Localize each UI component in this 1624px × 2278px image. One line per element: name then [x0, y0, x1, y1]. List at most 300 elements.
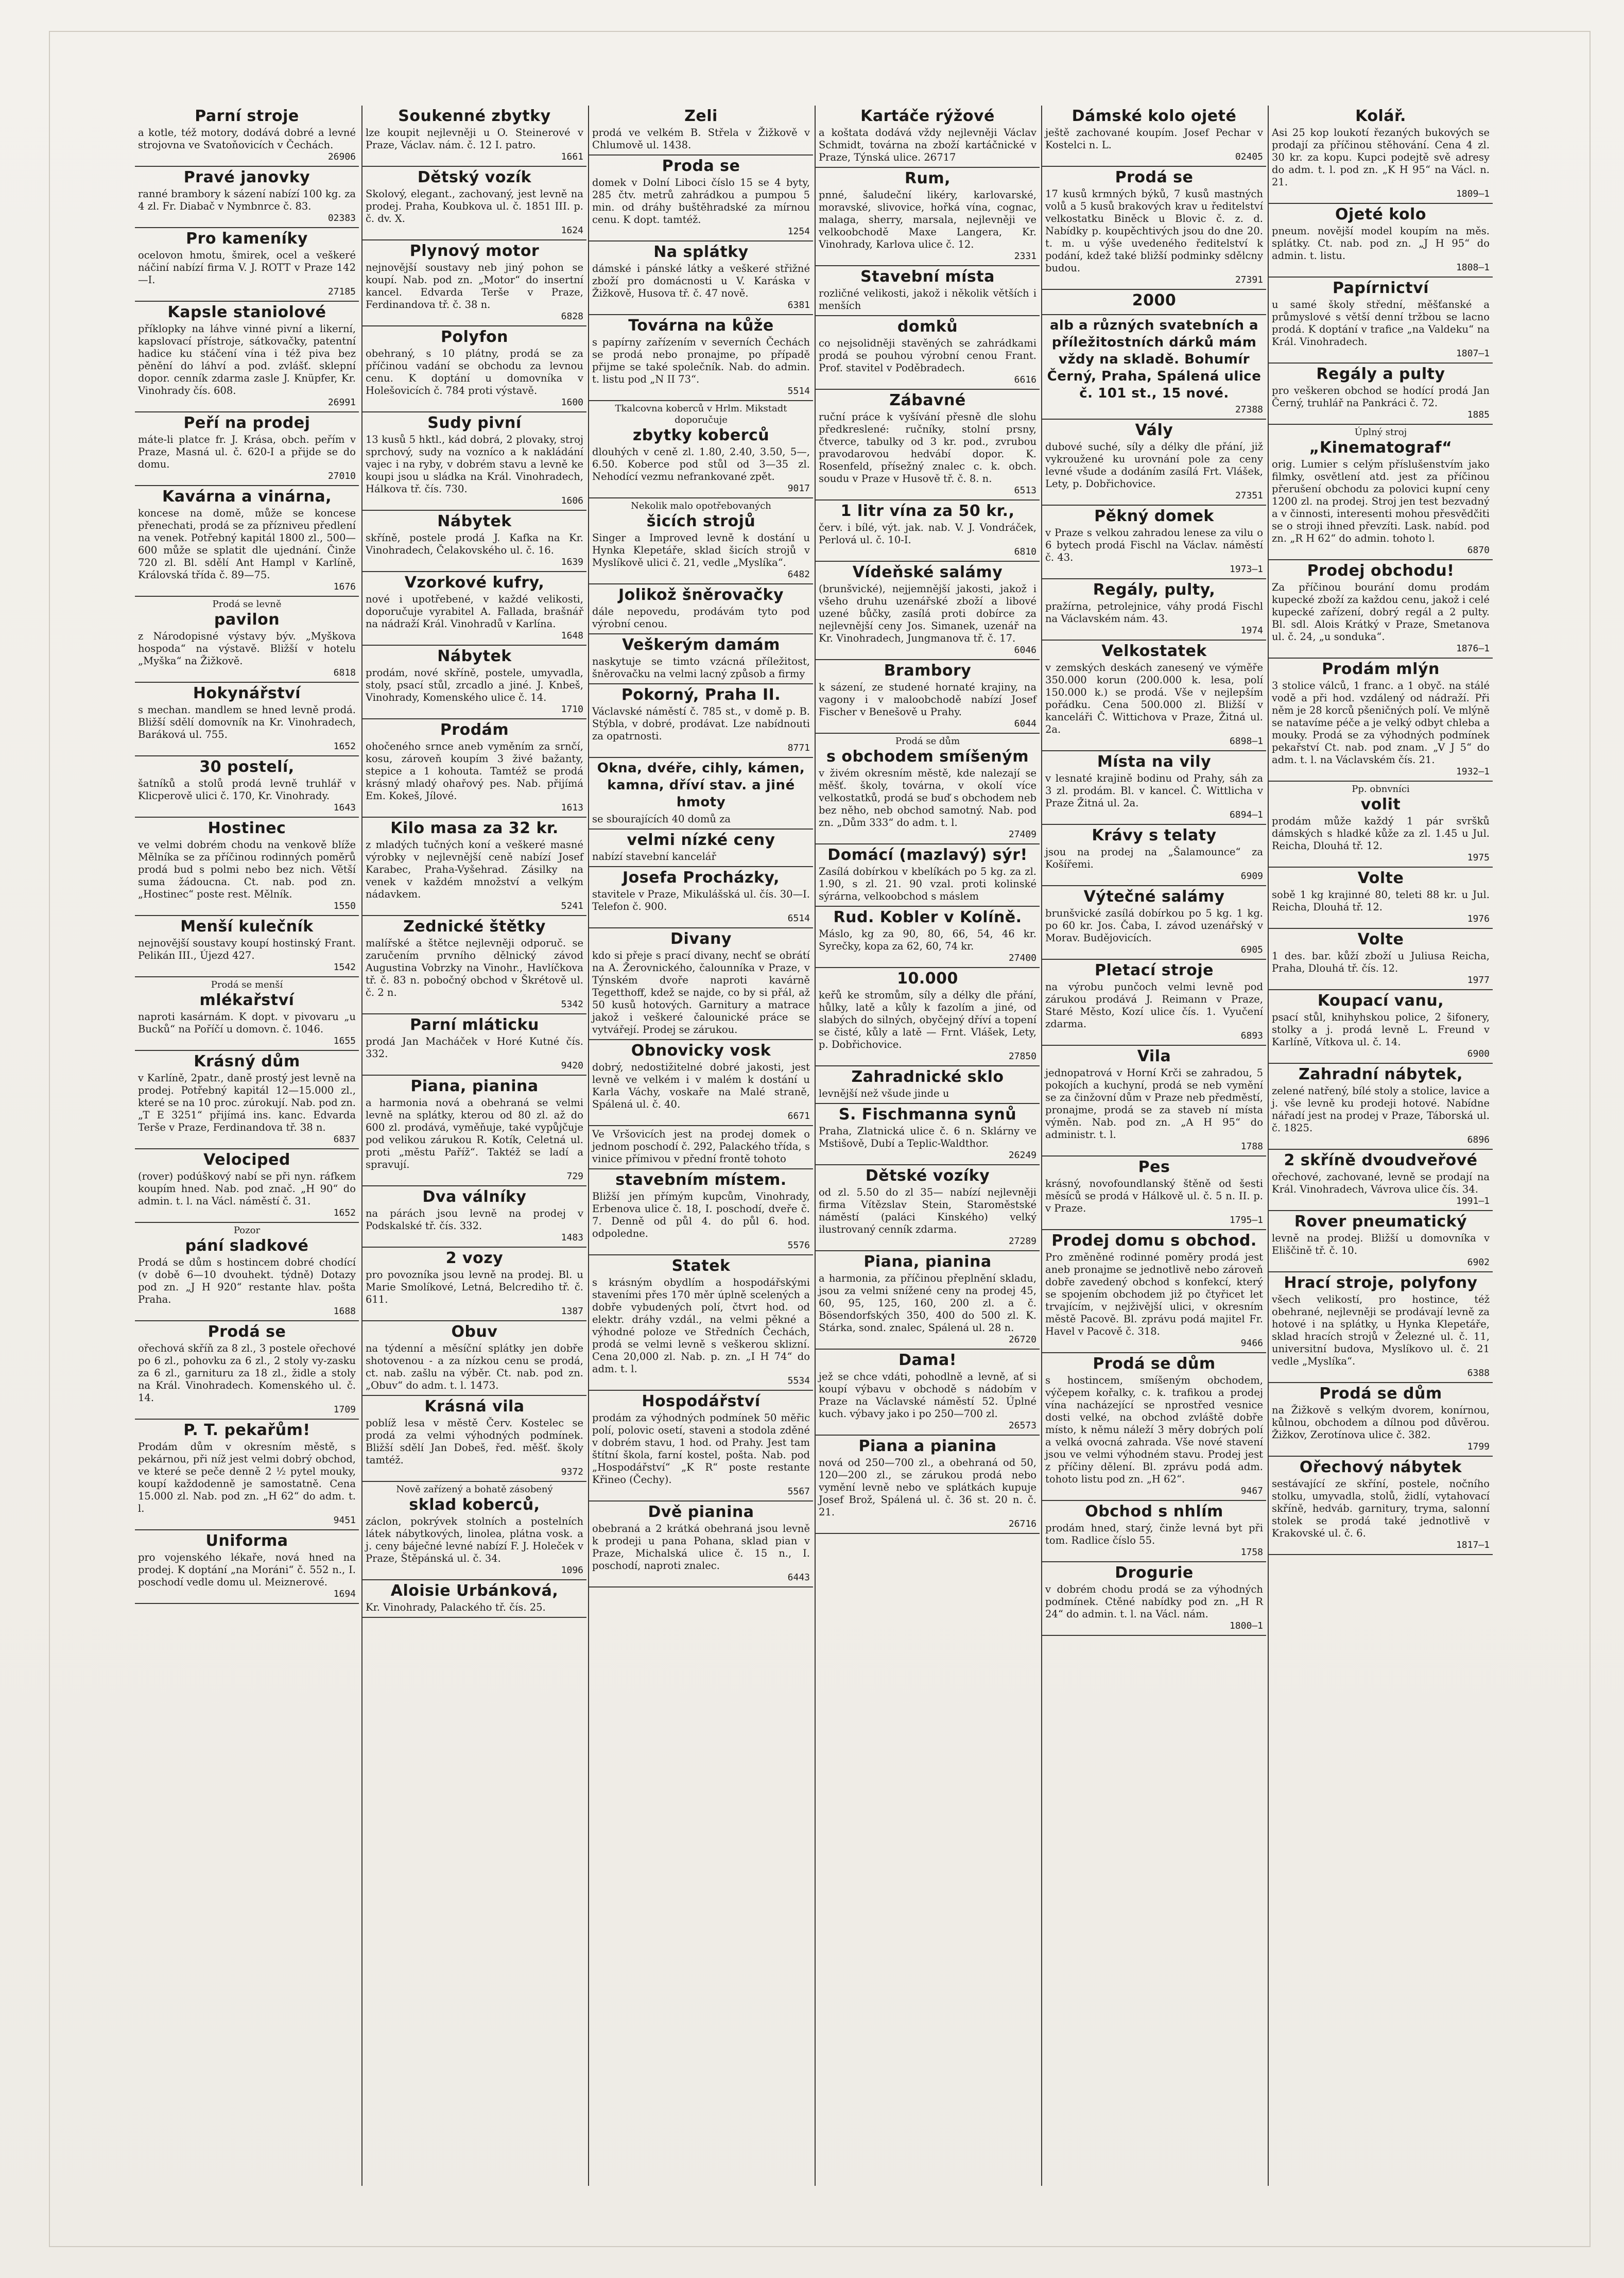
ad-text: z Národopisné výstavy býv. „Myškova hospoda“ na výstavě. Bližší v hotelu „Myška“ na Žižkově.: [138, 630, 356, 667]
ad-title: mlékařství: [199, 991, 295, 1009]
ad-title: Obchod s nhlím: [1085, 1503, 1223, 1521]
ad-kicker: Pp. obnvníci: [1352, 784, 1410, 795]
ad-title: Hokynářství: [193, 684, 301, 702]
classified-ad: [589, 584, 813, 634]
ad-text: nabízí stavební kancelář: [592, 851, 716, 862]
ad-title: Aloisie Urbánková,: [390, 1582, 559, 1600]
ad-title: Prodám: [440, 721, 509, 739]
ad-number: 1809—1: [1456, 188, 1490, 199]
ad-title: Polyfon: [441, 328, 508, 346]
ad-text: (rover) podúškový nabí se při nyn. ráfkem koupím hned. Nab. pod znač. „H 90“ do admin. t. l. na Václ. náměstí č. 31.: [138, 1170, 356, 1207]
classified-ad: [1269, 106, 1493, 204]
classified-ad: [135, 486, 359, 597]
ad-title: Krásná vila: [424, 1397, 525, 1416]
ad-title: Okna, dvéře, cihly, kámen, kamna, dříví stav. a jiné hmoty: [597, 761, 805, 810]
ad-number: 26573: [1008, 1420, 1036, 1431]
classified-ad: [135, 916, 359, 977]
ad-text: ranné brambory k sázení nabízí 100 kg. za 4 zl. Fr. Diabač v Nymbnrce č. 83.: [138, 188, 356, 212]
classified-ad: [362, 1014, 586, 1076]
ad-text: a harmonia nová a obehraná se velmi levně na splátky, kterou od 80 zl. až do 600 zl. prodává, vyměňuje, také vypůjčuje pod velikou zárukou R. Kotík, Celetná ul. proti „městu Paříž“. Taktéž se ladí a spravují.: [366, 1097, 583, 1170]
ad-title: Prodám mlýn: [1322, 660, 1440, 678]
ad-number: 5514: [787, 386, 810, 396]
ad-title: Místa na vily: [1097, 753, 1212, 771]
ad-title: volit: [1360, 796, 1401, 814]
ad-kicker: Nekolik malo opotřebovaných: [631, 501, 771, 511]
ad-title: Volte: [1357, 869, 1404, 887]
ad-number: 27010: [327, 471, 356, 481]
ad-title: Regály, pulty,: [1093, 581, 1216, 599]
ad-column: [815, 106, 1040, 2186]
classified-ad: [816, 316, 1040, 390]
ad-text: Skolový, elegant., zachovaný, jest levně na prodej. Praha, Koubkova ul. č. 1851 III. p. č. dv. X.: [366, 188, 583, 225]
ad-text: k sázení, ze studené hornaté krajiny, na vagony i v maloobchodě nabízí Josef Fischer v Benešově u Prahy.: [819, 681, 1036, 718]
classified-ad: [816, 1165, 1040, 1251]
ad-text: v živém okresním městě, kde nalezají se měšť. školy, továrna, v okolí více velkostatků, prodá se buď s obchodem neb bez něho, neb obchod samotný. Nab. pod zn. „Dům 333“ do adm. t. l.: [819, 767, 1036, 829]
ad-title: pání sladkové: [185, 1237, 309, 1255]
ad-title: Stavební místa: [860, 268, 995, 286]
ad-number: 6443: [787, 1572, 810, 1583]
ad-text: Praha, Zlatnická ulice č. 6 n. Sklárny ve Mstišově, Dubí a Teplic-Waldthor.: [819, 1125, 1036, 1149]
ad-number: 6828: [561, 311, 583, 322]
classified-ad: [1269, 1457, 1493, 1555]
classified-ad: [1042, 420, 1266, 506]
ad-number: 1613: [561, 802, 583, 813]
ad-title: Pro kameníky: [186, 230, 308, 248]
classified-ad: [1042, 960, 1266, 1046]
ad-text: jednopatrová v Horní Krči se zahradou, 5 pokojích a kuchyní, prodá se neb vymění se za činžovní dům v Praze neb předměstí, pronajme, prodá se za staveb ní místa výměn. Nab. pod zn. „A H 95“ do administr. t. l.: [1045, 1067, 1263, 1141]
classified-ad: [589, 315, 813, 401]
ad-text: pnné, šaludeční likéry, karlovarské, moravské, slivovice, hořká vína, cognac, malaga, sherry, marsala, nejlevněji ve velkoobchodě Maxe Langera, Kr. Vinohrady, Karlova ulice č. 12.: [819, 189, 1036, 250]
classified-ad: [1269, 278, 1493, 364]
ad-text: obebraná a 2 krátká obehraná jsou levně k prodeji u pana Pohana, sklad pian v Praze, Michalská ulice č. 15 n., I. poschodí, naproti znalec.: [592, 1523, 810, 1572]
ad-number: 1973—1: [1229, 564, 1263, 575]
classified-ad: [589, 106, 813, 156]
classified-ad: [362, 916, 586, 1014]
ad-title: Pěkný domek: [1094, 507, 1214, 525]
ad-title: Prodá se dům: [1319, 1385, 1442, 1403]
ad-text: Prodám dům v okresním městě, s pekárnou, při níž jest velmi dobrý obchod, ve které se peče denně 2 ½ pytel mouky, koupí každodenně je samostatně. Cena 15.000 zl. Nab. pod zn. „H 62“ do adm. t. l.: [138, 1441, 356, 1514]
ad-title: Dvě pianina: [648, 1503, 754, 1521]
classified-ad: [816, 168, 1040, 266]
ad-text: keřů ke stromům, síly a délky dle přání, hůlky, latě a kůly k fazolím a jiné, od slabých do silných, obyčejný dříví a topení se čisté, kůly a latě — Frnt. Vlášek, Lety, p. Dobřichovice.: [819, 989, 1036, 1050]
ad-text: pro veškeren obchod se hodící prodá Jan Černý, truhlář na Pankráci č. 72.: [1272, 385, 1490, 409]
classified-ad: [816, 501, 1040, 562]
ad-number: 27409: [1008, 829, 1036, 840]
ad-number: 1676: [333, 581, 356, 592]
ad-text: Bližší jen přímým kupcům, Vinohrady, Erbenova ulice č. 18, I. poschodí, dveře č. 7. Denně od půl 4. do půl 6. hod. odpoledne.: [592, 1190, 810, 1239]
ad-column: [361, 106, 586, 2186]
classified-ad: [135, 412, 359, 486]
ad-text: dámské i pánské látky a veškeré střižné zboží pro domácnosti u V. Karáska v Žižkově, Husova tř. č. 47 nově.: [592, 263, 810, 299]
ad-text: Ve Vršovicích jest na prodej domek o jednom poschodí č. 292, Palackého třída, s vinice přímivou v přední frontě tohoto: [592, 1128, 810, 1165]
ad-title: Volte: [1357, 930, 1404, 948]
ad-text: a harmonia, za příčinou přeplnění skladu, jsou za velmi snížené ceny na prodej 45, 60, 95, 125, 160, 200 zl. a č. Bösendorfských 350, 400 do 500 zl. K. Stárka, sond. znalec, Spálená ul. 28 n.: [819, 1272, 1036, 1334]
ad-number: 1694: [333, 1589, 356, 1599]
ad-text: psací stůl, knihyhskou police, 2 šifonery, stolky a j. prodá levně L. Freund v Karlíně, Vítkova ul. č. 14.: [1272, 1011, 1490, 1048]
ad-title: Zednické štětky: [403, 918, 546, 936]
classified-ad: [362, 1396, 586, 1482]
classified-ad: [1042, 1157, 1266, 1230]
classified-ad: [362, 412, 586, 511]
ad-number: 1758: [1240, 1547, 1263, 1558]
classified-ad: [816, 1436, 1040, 1534]
classified-ad: [589, 758, 813, 830]
ad-kicker: Tkalcovna koberců v Hrlm. Mikstadt doporučuje: [615, 403, 787, 425]
classified-ad: [1269, 929, 1493, 990]
ad-text: u samé školy střední, měšťanské a průmyslové s větší denní tržbou se lacno prodá. K doptání v trafice „na Valdeku“ na Král. Vinohradech.: [1272, 299, 1490, 348]
classified-ad: [1269, 425, 1493, 560]
classified-ad: [362, 167, 586, 240]
classified-ad: [589, 830, 813, 867]
ad-text: pražírna, petrolejnice, váhy prodá Fischl na Václavském nám. 43.: [1045, 600, 1263, 625]
classified-ad: [1042, 886, 1266, 960]
ad-number: 27388: [1235, 404, 1263, 415]
classified-ad: [589, 1502, 813, 1587]
ad-title: Kapsle staniolové: [167, 303, 326, 321]
ad-title: Peří na prodej: [183, 414, 310, 432]
ad-title: Piana, pianina: [863, 1253, 992, 1271]
ad-title: Pletací stroje: [1095, 961, 1214, 979]
classified-ad: [362, 1321, 586, 1396]
ad-text: naproti kasárnám. K dopt. v pivovaru „u Bucků“ na Poříčí u domovn. č. 1046.: [138, 1011, 356, 1035]
ad-title: 2 vozy: [445, 1249, 504, 1267]
classified-ad: [816, 660, 1040, 734]
classified-ad: [362, 511, 586, 572]
classified-ad: [135, 106, 359, 167]
ad-number: 6482: [787, 569, 810, 580]
ad-number: 9420: [561, 1060, 583, 1071]
ad-text: s papírny zařízením v severních Čechách se prodá nebo pronajme, po případě přijme se také společník. Nab. do admin. t. listu pod „N II 73“.: [592, 336, 810, 385]
ad-number: 1974: [1240, 625, 1263, 636]
classified-ad: [135, 597, 359, 683]
classified-ad: [816, 390, 1040, 501]
classified-ads-page: [135, 106, 1618, 2186]
ad-text: Kr. Vinohrady, Palackého tř. čís. 25.: [366, 1601, 546, 1613]
classified-ad: [1042, 1501, 1266, 1562]
ad-text: sestávající ze skříní, postele, nočního stolku, umyvadla, stolů, židlí, vytahovací skříně, hedváb. garnitury, tryma, salonní stolek se prodá také jednotlivě v Krakovské ul. č. 6.: [1272, 1478, 1490, 1539]
ad-text: ořechová skříň za 8 zl., 3 postele ořechové po 6 zl., pohovku za 6 zl., 2 stoly vy-zasku za 6 zl., garnituru za 18 zl., židle a stoly na Král. Vinohradech. Komenského ul. č. 14.: [138, 1342, 356, 1404]
ad-number: 6514: [787, 913, 810, 924]
ad-number: 6046: [1014, 645, 1036, 655]
classified-ad: [135, 756, 359, 818]
ad-title: Velociped: [203, 1151, 290, 1169]
ad-number: 1808—1: [1456, 262, 1490, 273]
ad-number: 27289: [1008, 1236, 1036, 1247]
ad-text: na týdenní a měsíční splátky jen dobře shotovenou - a za nízkou cenu se prodá, ct. nab. zašlu na výběr. Ct. nab. pod zn. „Obuv“ do adm. t. l. 1473.: [366, 1342, 583, 1391]
classified-ad: [816, 1104, 1040, 1165]
ad-title: Dama!: [899, 1351, 957, 1369]
ad-text: Singer a Improved levně k dostání u Hynka Klepetáře, sklad šicích strojů v Myslíkově ulici č. 21, vedle „Myslíka“.: [592, 532, 810, 568]
ad-title: Zeli: [684, 107, 718, 125]
ad-text: dubové suché, síly a délky dle přání, již vykroužené ku urovnání pole za ceny levné všude a dodáním zasílá Frt. Vlášek, Lety, p. Dobřichovice.: [1045, 441, 1263, 490]
ad-number: 1600: [561, 397, 583, 408]
ad-column: [135, 106, 359, 2186]
ad-title: Hrací stroje, polyfony: [1284, 1274, 1478, 1292]
ad-title: Továrna na kůže: [628, 317, 774, 335]
ad-text: pneum. novější model koupím na měs. splátky. Ct. nab. pod zn. „J H 95“ do admin. t. listu.: [1272, 225, 1490, 262]
ad-number: 6870: [1467, 545, 1490, 556]
classified-ad: [1042, 167, 1266, 290]
classified-ad: [135, 977, 359, 1051]
ad-text: v zemských deskách zanesený ve výměře 350.000 korun (200.000 k. lesa, polí 150.000 k.) se prodá. Vše v nejlepším pořádku. Cena 500.000 zl. Bližší v kanceláři Č. Wittichova v Praze, Žitná ul. 2a.: [1045, 662, 1263, 735]
ad-text: zelené natřený, bílé stoly a stolice, lavice a j. vše levně ku prodeji hotové. Nabídne nářadí jest na prodej v Praze, Táborská ul. č. 1825.: [1272, 1085, 1490, 1134]
ad-number: 5534: [787, 1375, 810, 1386]
ad-column: [588, 106, 813, 2186]
ad-number: 1652: [333, 1207, 356, 1218]
ad-title: Prodá se dům: [1093, 1355, 1216, 1373]
ad-title: Dva válníky: [422, 1188, 527, 1206]
classified-ad: [362, 1482, 586, 1580]
ad-number: 1800—1: [1229, 1620, 1263, 1631]
ad-text: s mechan. mandlem se hned levně prodá. Bližší sdělí domovník na Kr. Vinohradech, Baráková ul. 755.: [138, 704, 356, 740]
ad-text: s hostincem, smíšeným obchodem, výčepem kořalky, c. k. trafikou a prodej vína nacházející se nprostřed vesnice dosti velké, na obchod zvláště dobře místo, k němu náleží 3 měry dobrých polí a velká ovocná zahrada. Vše nové stavení jsou ve velmi výhodném stavu. Prodej jest z příčiny dělení. Bl. zprávu podá adm. tohoto listu pod zn. „H 62“.: [1045, 1374, 1263, 1485]
ad-number: 1991—1: [1456, 1196, 1490, 1206]
ad-text: s krásným obydlím a hospodářskými staveními přes 170 měr úplně scelených a dobře vybudených polí, čtvrt hod. od elektr. dráhy vzdál., na velmi pěkné a výhodné poloze ve Středních Čechách, prodá se velmi levně s veškerou sklizní. Cena 20,000 zl. Nab. p. zn. „I H 74“ do adm. t. l.: [592, 1276, 810, 1375]
classified-ad: [589, 1391, 813, 1502]
ad-number: 1799: [1467, 1441, 1490, 1452]
ad-text: nejnovější soustavy neb jiný pohon se koupí. Nab. pod zn. „Motor“ do insertní kancel. Edvarda Terše v Praze, Ferdinandova tř. č. 38 n.: [366, 262, 583, 310]
ad-number: 6905: [1240, 944, 1263, 955]
ad-number: 1876—1: [1456, 643, 1490, 654]
ad-title: Piana a pianina: [858, 1437, 997, 1455]
ad-title: Josefa Procházky,: [622, 869, 780, 887]
ad-text: na párách jsou levně na prodej v Podskalské tř. čís. 332.: [366, 1207, 583, 1232]
classified-ad: [589, 928, 813, 1040]
ad-text: prodá Jan Macháček v Horé Kutné čís. 332.: [366, 1036, 583, 1060]
classified-ad: [135, 1149, 359, 1223]
ad-number: 27850: [1008, 1051, 1036, 1062]
ad-number: 27400: [1008, 953, 1036, 963]
ad-number: 9451: [333, 1515, 356, 1526]
ad-number: 1709: [333, 1404, 356, 1415]
ad-number: 9017: [787, 483, 810, 494]
classified-ad: [1042, 1562, 1266, 1636]
classified-ad: [1269, 364, 1493, 425]
ad-title: šicích strojů: [646, 512, 756, 530]
ad-title: Krásný dům: [194, 1052, 300, 1071]
ad-text: lze koupit nejlevněji u O. Steinerové v Praze, Václav. nám. č. 12 I. patro.: [366, 127, 583, 151]
ad-title: Brambory: [884, 662, 972, 680]
ad-title: Rover pneumatický: [1294, 1213, 1467, 1231]
ad-title: Parní mláticku: [410, 1016, 539, 1034]
classified-ad: [362, 240, 586, 326]
classified-ad: [1042, 825, 1266, 886]
ad-text: v dobrém chodu prodá se za výhodných podmínek. Ctěné nabídky pod zn. „H R 24“ do admin. t. l. na Václ. nám.: [1045, 1583, 1263, 1620]
ad-text: červ. i bílé, výt. jak. nab. V. J. Vondráček, Perlová ul. č. 10-I.: [819, 522, 1036, 546]
ad-text: máte-li platce fr. J. Krása, obch. peřím v Praze, Masná ul. č. 620-I a přijde se do domu.: [138, 434, 356, 470]
classified-ad: [135, 228, 359, 302]
ad-number: 6902: [1467, 1257, 1490, 1268]
ad-title: 2 skříně dvoudveřové: [1284, 1151, 1478, 1169]
ad-number: 729: [566, 1171, 583, 1182]
ad-number: 6900: [1467, 1048, 1490, 1059]
ad-title: Prodá se: [1115, 168, 1194, 186]
ad-text: nejnovější soustavy koupí hostinský Frant. Pelikán III., Újezd 427.: [138, 937, 356, 961]
ad-title: Proda se: [662, 157, 740, 175]
ad-text: dále nepovedu, prodávám tyto pod výrobní cenou.: [592, 606, 810, 630]
classified-ad: [1042, 751, 1266, 825]
classified-ad: [816, 1350, 1040, 1436]
ad-title: Sudy pivní: [427, 414, 522, 432]
ad-title: Kavárna a vinárna,: [162, 488, 332, 506]
ad-text: pro povozníka jsou levně na prodej. Bl. u Marie Smolíkové, Letná, Belcrediho tř. č. 611.: [366, 1269, 583, 1305]
ad-title: Pokorný, Praha II.: [621, 686, 781, 704]
classified-ad: [1042, 315, 1266, 420]
classified-ad: [589, 1255, 813, 1391]
ad-number: 26716: [1008, 1518, 1036, 1529]
classified-ad: [589, 156, 813, 241]
ad-number: 1643: [333, 802, 356, 813]
classified-ad: [589, 498, 813, 584]
ad-text: krásný, novofoundlanský štěně od šesti měsíců se prodá v Hálkově ul. č. 5 n. II. p. v Praze.: [1045, 1178, 1263, 1214]
ad-title: sklad koberců,: [409, 1496, 540, 1514]
ad-text: Pro změněné rodinné poměry prodá jest aneb pronajme se jednotlivě nebo zároveň dobře zavedený obchod s konfekcí, který se spojením obchodem již po čtyřicet let trvajícím, v nejživější ulici, v okresním městě Pacově. Bl. zprávu podá majitel Fr. Havel v Pacově č. 318.: [1045, 1251, 1263, 1337]
ad-number: 5342: [561, 999, 583, 1010]
ad-number: 6896: [1467, 1134, 1490, 1145]
ad-text: brunšvické zasílá dobírkou po 5 kg. 1 kg. po 60 kr. Jos. Čaba, I. závod uzenářský v Morav. Budějovicích.: [1045, 907, 1263, 944]
classified-ad: [362, 646, 586, 719]
ad-title: stavebním místem.: [615, 1171, 787, 1189]
classified-ad: [362, 1186, 586, 1248]
ad-text: orig. Lumier s celým příslušenstvím jako filmky, osvětlení atd. jest za příčinou přerušení obchodu za polovici kupní ceny 1200 zl. na prodej. Stroj jen test bezvadný a v činnosti, interesenti mohou přesvědčiti se o stroji ihned převzíti. Lask. nabíd. pod zn. „R H 62“ do admin. tohoto l.: [1272, 458, 1490, 544]
classified-ad: [135, 1530, 359, 1604]
ad-title: Rum,: [904, 169, 951, 187]
ad-number: 6381: [787, 300, 810, 310]
ad-title: Plynový motor: [409, 242, 540, 260]
classified-ad: [135, 302, 359, 412]
ad-text: Václavské náměstí č. 785 st., v domě p. B. Stýbla, v dobré, prodávat. Lze nabídnouti za opatrnosti.: [592, 705, 810, 742]
classified-ad: [135, 818, 359, 916]
classified-ad: [1269, 990, 1493, 1064]
classified-ad: [135, 1223, 359, 1321]
ad-text: dlouhých v ceně zl. 1.80, 2.40, 3.50, 5—, 6.50. Koberce pod stůl od 3—35 zl. Nehodící vezmu nefrankované zpět.: [592, 446, 810, 482]
classified-ad: [816, 844, 1040, 907]
ad-number: 6671: [787, 1111, 810, 1121]
ad-text: prodám hned, starý, činže levná byt při tom. Radlice číslo 55.: [1045, 1522, 1263, 1546]
ad-title: Pravé janovky: [183, 168, 310, 186]
ad-text: jsou na prodej na „Šalamounce“ za Košířemi.: [1045, 846, 1263, 870]
classified-ad: [135, 683, 359, 756]
ad-title: Výtečné salámy: [1083, 888, 1225, 906]
ad-number: 1387: [561, 1306, 583, 1317]
ad-title: Kilo masa za 32 kr.: [390, 819, 559, 837]
ad-title: Vídeňské salámy: [852, 563, 1003, 581]
ad-kicker: Prodá se dům: [895, 736, 960, 747]
ad-text: příklopky na láhve vinné pivní a likerní, kapslovací přístroje, sátkovačky, patentní hadice ku stáčení vína i též piva bez pěnění do láhví a pod. zvlášť. sklepní dopor. cenník zdarma zasle J. Knüpfer, Kr. Vinohrady čís. 608.: [138, 323, 356, 396]
ad-title: velmi nízké ceny: [627, 831, 775, 849]
classified-ad: [1042, 1046, 1266, 1157]
ad-title: Uniforma: [205, 1532, 288, 1550]
classified-ad: [1269, 868, 1493, 929]
ad-number: 1932—1: [1456, 766, 1490, 777]
ad-number: 27391: [1235, 274, 1263, 285]
classified-ad: [362, 1076, 586, 1186]
ad-text: domek v Dolní Liboci číslo 15 se 4 byty, 285 čtv. metrů zahrádkou a pumpou 5 min. od dráhy buštěhradské za mírnou cenu. K dopt. tamtéž.: [592, 177, 810, 226]
classified-ad: [589, 684, 813, 758]
classified-ad: [816, 562, 1040, 660]
ad-number: 1648: [561, 630, 583, 641]
ad-title: Obnovicky vosk: [631, 1042, 771, 1060]
classified-ad: [1042, 579, 1266, 641]
ad-title: s obchodem smíšeným: [826, 748, 1029, 766]
ad-text: stavitele v Praze, Mikulášská ul. čís. 30—I. Telefon č. 900.: [592, 888, 810, 912]
ad-text: nová od 250—700 zl., a obehraná od 50, 120—200 zl., se zárukou prodá nebo vymění levně nebo ve splátkách kupuje Josef Brož, Spálená ul. č. 36 st. 20 n. č. 21.: [819, 1457, 1036, 1518]
ad-title: Zahradní nábytek,: [1298, 1065, 1463, 1083]
ad-text: levně na prodej. Bližší u domovníka v Eliščině tř. č. 10.: [1272, 1232, 1490, 1256]
ad-title: Dětské vozíky: [865, 1167, 990, 1185]
ad-title: P. T. pekařům!: [183, 1421, 310, 1439]
ad-text: 13 kusů 5 hktl., kád dobrá, 2 plovaky, stroj sprchový, sudy na vozníco a k nakládání vajec i na ryby, v dobrém stavu a levně ke koupi jsou u sládka na Král. Vinohradech, Hálkova tř. čís. 730.: [366, 434, 583, 495]
ad-number: 1624: [561, 225, 583, 236]
ad-text: a koštata dodává vždy nejlevněji Václav Schmidt, továrna na zboží kartáčnické v Praze, Týnská ulice. 26717: [819, 127, 1036, 163]
ad-number: 1976: [1467, 913, 1490, 924]
ad-kicker: Úplný stroj: [1354, 427, 1407, 438]
ad-number: 6818: [333, 667, 356, 678]
ad-title: Prodej obchodu!: [1307, 562, 1455, 580]
ad-kicker: Prodá se levně: [212, 599, 282, 610]
ad-title: 10.000: [897, 970, 958, 988]
ad-number: 26720: [1008, 1334, 1036, 1345]
classified-ad: [589, 867, 813, 928]
classified-ad: [362, 1248, 586, 1321]
ad-number: 6893: [1240, 1030, 1263, 1041]
ad-number: 1807—1: [1456, 348, 1490, 359]
ad-column: [1041, 106, 1266, 2186]
ad-title: Pes: [1138, 1158, 1170, 1176]
ad-text: 3 stolice válců, 1 franc. a 1 obyč. na stálé vodě a při hod. vzdálený od nádraží. Při něm je 28 korců pšeničných polí. Ve mlýně se natavíme péče a je velký odbyt chleba a mouky. Prodá se za výhodných podmínek pekařství Ct. nab. pod znam. „V J 5“ do adm. t. l. na Václavském čís. 21.: [1272, 680, 1490, 766]
classified-ad: [362, 326, 586, 412]
ad-number: 6513: [1014, 485, 1036, 496]
classified-ad: [362, 106, 586, 167]
ad-number: 1254: [787, 226, 810, 237]
ad-title: S. Fischmanna synů: [838, 1106, 1017, 1124]
classified-ad: [1269, 1150, 1493, 1211]
ad-title: domků: [897, 318, 958, 336]
ad-number: 1096: [561, 1565, 583, 1576]
ad-text: Zasílá dobírkou v kbelíkách po 5 kg. za zl. 1.90, s zl. 21. 90 vzal. proti kolinské sýrárna, velkoobchod s máslem: [819, 866, 1036, 902]
ad-number: 1606: [561, 495, 583, 506]
ad-text: Asi 25 kop loukotí řezaných bukových se prodají za příčinou stěhování. Cena 4 zl. 30 kr. za kopu. Kupci podejtě svě adresy do adm. t. l. pod zn. „K H 95“ na Václ. n. 21.: [1272, 127, 1490, 188]
ad-number: 1688: [333, 1306, 356, 1317]
ad-text: šatníků a stolů prodá levně truhlář v Klicperově ulici č. 170, Kr. Vinohrady.: [138, 778, 356, 802]
classified-ad: [1269, 659, 1493, 782]
ad-title: Piana, pianina: [410, 1077, 539, 1095]
ad-number: 6909: [1240, 871, 1263, 882]
classified-ad: [589, 634, 813, 684]
ad-text: prodám za výhodných podmínek 50 měřic polí, polovic osetí, staveni a stodola zděné v dobrém stavu, 1 hod. od Prahy. Jest tam štítní škola, farní kostel, pošta. Nab. pod „Hospodářství“ „K R“ poste restante Křineo (Čechy).: [592, 1412, 810, 1486]
ad-text: ruční práce k vyšívání přesně dle slohu předkreslené: ručníky, stolní prsny, čtverce, tabulky od 3 kr. pod., zvrubou pravodarovou hedvábí dopor. K. Rosenfeld, přísežný znalec c. k. obch. soudu v Praze v Husově tř. č. 8. n.: [819, 411, 1036, 485]
classified-ad: [362, 1580, 586, 1618]
ad-title: Soukenné zbytky: [398, 107, 551, 125]
classified-ad: [1042, 1353, 1266, 1501]
ad-number: 02405: [1235, 151, 1263, 162]
classified-ad: [1269, 1383, 1493, 1457]
ad-title: Papírnictví: [1332, 279, 1429, 297]
ad-text: ještě zachované koupím. Josef Pechar v Kostelci n. L.: [1045, 127, 1263, 151]
ad-title: Parní stroje: [195, 107, 299, 125]
classified-ad: [816, 266, 1040, 316]
ad-number: 1639: [561, 557, 583, 567]
ad-number: 1710: [561, 704, 583, 715]
ad-title: Na splátky: [653, 243, 749, 261]
ad-text: a kotle, též motory, dodává dobré a levné strojovna ve Svatoňovicích v Čechách.: [138, 127, 356, 151]
ad-kicker: Nově zařízený a bohatě zásobený: [396, 1484, 553, 1495]
ad-title: Dětský vozík: [417, 168, 532, 186]
ad-text: v Praze s velkou zahradou lenese za vilu o 6 bytech prodá Fischl na Václav. náměstí č. 43.: [1045, 527, 1263, 563]
ad-text: Prodá se dům s hostincem dobré chodící (v době 6—10 dvouhekt. týdně) Dotazy pod zn. „J H 920“ restante hlav. pošta Praha.: [138, 1256, 356, 1305]
ad-title: Prodej domu s obchod.: [1051, 1232, 1257, 1250]
ad-text: ohočeného srnce aneb vyměním za srnčí, kosu, zároveň koupím 3 živé bažanty, stepice a 1 kohouta. Tamtéž se prodá krásný mladý ohařový pes. Nab. přijímá Em. Kokeš, Jílové.: [366, 740, 583, 802]
